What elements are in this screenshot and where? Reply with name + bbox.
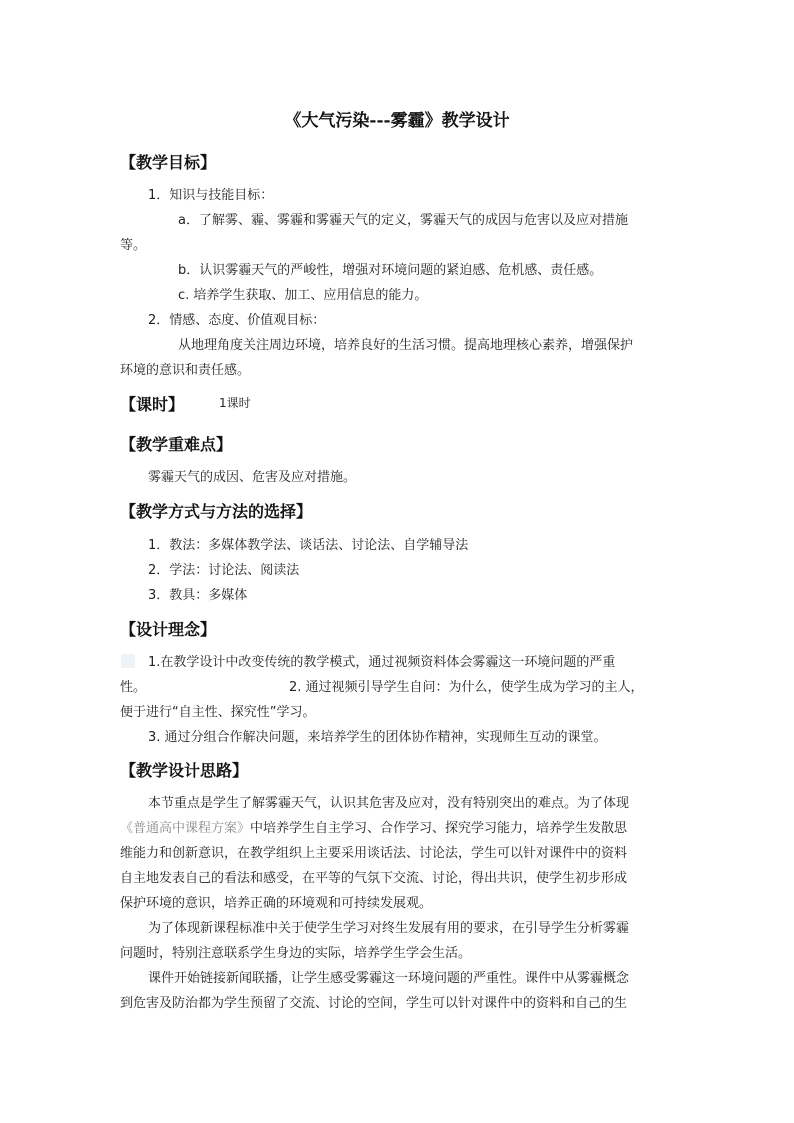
objective-a-line2: 等。 — [120, 238, 147, 253]
thinking-p1-line4: 自主地发表自己的看法和感受，在平等的气氛下交流、讨论，得出共识，使学生初步形成 — [120, 871, 628, 886]
key-points-text: 雾霾天气的成因、危害及应对措施。 — [148, 470, 357, 485]
objective-2-line1: 从地理角度关注周边环境，培养良好的生活习惯。提高地理核心素养，增强保护 — [178, 338, 634, 353]
concept-line1: 1.在教学设计中改变传统的教学模式，通过视频资料体会雾霾这一环境问题的严重 — [148, 655, 616, 670]
objective-1-title: 1．知识与技能目标： — [148, 188, 274, 203]
method-item: 1．教法：多媒体教学法、谈话法、讨论法、自学辅导法 — [148, 538, 469, 553]
concept-line2a: 性。 — [120, 680, 147, 695]
objectives-heading: 【教学目标】 — [120, 153, 217, 172]
hours-value: 1课时 — [219, 396, 251, 410]
objective-2-line2: 环境的意识和责任感。 — [120, 363, 251, 378]
key-points-heading: 【教学重难点】 — [120, 435, 233, 454]
thinking-p1-line2-rest: 中培养学生自主学习、合作学习、探究学习能力，培养学生发散思 — [250, 821, 628, 836]
thinking-p3-line1: 课件开始链接新闻联播，让学生感受雾霾这一环境问题的严重性。课件中从雾霾概念 — [148, 971, 630, 986]
method-item: 3．教具：多媒体 — [148, 588, 248, 603]
method-item: 2．学法：讨论法、阅读法 — [148, 563, 300, 578]
thinking-p3-line2: 到危害及防治都为学生预留了交流、讨论的空间，学生可以针对课件中的资料和自己的生 — [120, 996, 628, 1011]
thinking-p1-line1: 本节重点是学生了解雾霾天气，认识其危害及应对，没有特别突出的难点。为了体现 — [148, 796, 630, 811]
thinking-p1-line5: 保护环境的意识，培养正确的环境观和可持续发展观。 — [120, 896, 433, 911]
thinking-heading: 【教学设计思路】 — [120, 761, 249, 780]
concept-heading: 【设计理念】 — [120, 620, 217, 639]
concept-line2b: 2. 通过视频引导学生自问：为什么，使学生成为学习的主人， — [289, 680, 644, 695]
objective-a-line1: a．了解雾、霾、雾霾和雾霾天气的定义，雾霾天气的成因与危害以及应对措施 — [178, 213, 628, 228]
page-title: 《大气污染---雾霾》教学设计 — [284, 111, 510, 131]
curriculum-plan-title: 《普通高中课程方案》 — [120, 821, 251, 836]
thinking-p2-line1: 为了体现新课程标准中关于使学生学习对终生发展有用的要求，在引导学生分析雾霾 — [148, 921, 630, 936]
methods-heading: 【教学方式与方法的选择】 — [120, 502, 313, 521]
highlight-marker — [121, 654, 135, 668]
concept-line3: 便于进行“自主性、探究性”学习。 — [120, 705, 316, 720]
objective-b: b．认识雾霾天气的严峻性，增强对环境问题的紧迫感、危机感、责任感。 — [178, 263, 603, 278]
concept-line4: 3. 通过分组合作解决问题，来培养学生的团体协作精神，实现师生互动的课堂。 — [148, 730, 607, 745]
thinking-p1-line3: 维能力和创新意识，在教学组织上主要采用谈话法、讨论法，学生可以针对课件中的资料 — [120, 846, 628, 861]
objective-c: c. 培养学生获取、加工、应用信息的能力。 — [178, 288, 428, 303]
objective-2-title: 2．情感、态度、价值观目标： — [148, 313, 326, 328]
hours-heading: 【课时】 — [120, 395, 185, 414]
thinking-p1-line2 — [120, 820, 627, 837]
thinking-p2-line2: 问题时，特别注意联系学生身边的实际，培养学生学会生活。 — [120, 946, 472, 961]
